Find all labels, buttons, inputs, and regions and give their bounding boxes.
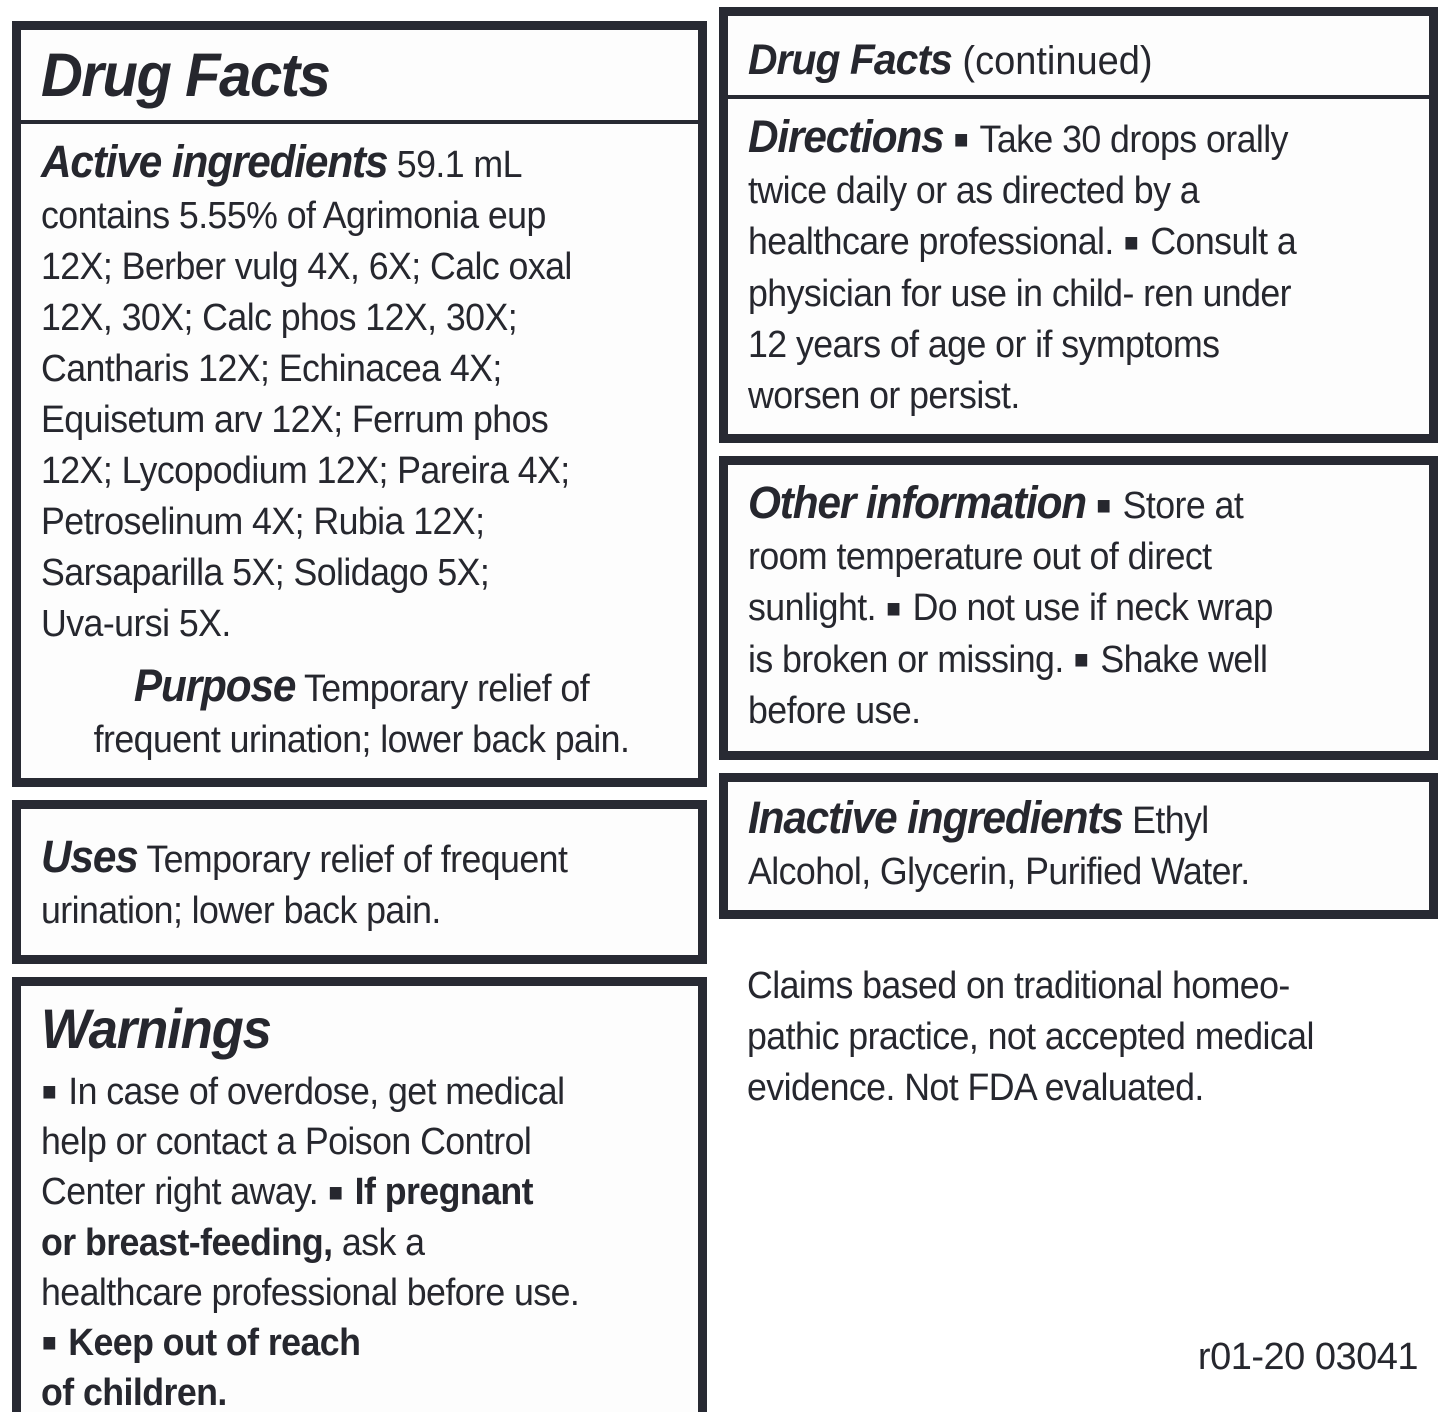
inactive-ingredients-text: Inactive ingredients Ethyl Alcohol, Glycerin, Purified Water. bbox=[748, 791, 1250, 893]
right-column bbox=[719, 7, 1438, 1407]
bullet-icon: ■ bbox=[1096, 492, 1111, 521]
left-column bbox=[12, 21, 707, 1412]
uses-box bbox=[12, 800, 707, 964]
bullet-icon: ■ bbox=[1074, 645, 1089, 674]
warnings-heading: Warnings bbox=[41, 997, 271, 1060]
uses-text: Uses Temporary relief of frequent urination; lower back pain. bbox=[41, 831, 568, 932]
revision-code: r01-20 03041 bbox=[1197, 1336, 1418, 1378]
bullet-icon: ■ bbox=[953, 126, 969, 155]
claims-text: Claims based on traditional homeo- pathic practice, not accepted medical evidence. Not FDA evaluated. bbox=[747, 964, 1314, 1109]
warnings-box bbox=[12, 977, 707, 1412]
directions-text: Directions ■ Take 30 drops orally twice daily or as directed by a healthcare professional. ■ Consult a physician for use in child- ren under 12 years of age or if symptoms worsen or persist. bbox=[748, 111, 1297, 417]
inactive-ingredients-box bbox=[719, 773, 1438, 919]
bullet-icon: ■ bbox=[41, 1329, 57, 1358]
warnings-text: ■ In case of overdose, get medical help or contact a Poison Control Center right away. ■ If pregnant or breast-feeding, ask a healthcare professional before use. ■ Keep out of reach of children. bbox=[41, 1071, 580, 1412]
title-separator bbox=[21, 120, 698, 124]
other-information-box bbox=[719, 456, 1438, 760]
purpose-text: Purpose Temporary relief of frequent urination; lower back pain. bbox=[93, 660, 630, 761]
continued-title-text: Drug Facts bbox=[748, 36, 952, 84]
bullet-icon: ■ bbox=[41, 1078, 57, 1107]
other-information-text: Other information ■ Store at room temperature out of direct sunlight. ■ Do not use if neck wrap is broken or missing. ■ Shake well before use. bbox=[748, 476, 1273, 732]
active-ingredients-text: Active ingredients 59.1 mL contains 5.55% of Agrimonia eup 12X; Berber vulg 4X, 6X; Calc oxal 12X, 30X; Calc phos 12X, 30X; Cantharis 12X; Echinacea 4X; Equisetum arv 12X; Ferrum phos 12X; Lycopodium 12X; Pareira 4X; Petroselinum 4X; Rubia 12X; Sarsaparilla 5X; Solidago 5X; Uva-ursi 5X. bbox=[41, 136, 572, 645]
drug-facts-continued-heading bbox=[748, 36, 1380, 85]
drug-facts-title: Drug Facts bbox=[41, 41, 330, 109]
bullet-icon: ■ bbox=[1124, 228, 1139, 257]
drug-facts-continued-box bbox=[719, 7, 1438, 443]
continued-suffix-text: (continued) bbox=[951, 39, 1153, 83]
continued-separator bbox=[728, 95, 1429, 99]
bullet-icon: ■ bbox=[886, 594, 901, 623]
drug-facts-main-box bbox=[12, 21, 707, 787]
bullet-icon: ■ bbox=[328, 1178, 343, 1207]
